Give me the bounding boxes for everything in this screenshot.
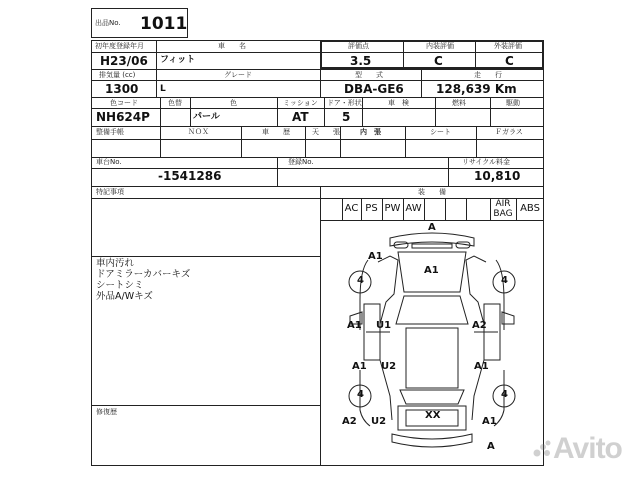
lot-number-value: 1011 (140, 14, 188, 34)
recycle-fee-value: 10,810 (474, 169, 521, 183)
tire-front-left: 4 (357, 275, 364, 286)
displacement-label: 排気量 (cc) (99, 71, 136, 79)
rule (424, 198, 425, 220)
note-line: シートシミ (96, 280, 144, 291)
rule (324, 97, 325, 126)
rule (435, 97, 436, 126)
exterior-grade-label: 外装評価 (494, 42, 522, 50)
note-line: 外品A/Wキズ (96, 291, 153, 302)
damage-rear-corner-right: A1 (482, 416, 497, 427)
transmission-label: ミッション (283, 99, 318, 107)
equipment-label: 装 備 (418, 188, 446, 196)
rule (490, 97, 491, 126)
exterior-grade-value: C (505, 54, 514, 68)
damage-door-rear-left: U2 (381, 361, 397, 372)
rule (160, 126, 161, 157)
rule (91, 256, 320, 257)
grade-value: L (160, 84, 166, 94)
equipment-ac: AC (344, 203, 359, 214)
damage-trunk: XX (425, 410, 441, 421)
watermark-logo (532, 438, 552, 458)
rule (91, 108, 544, 109)
damage-fender-right: A2 (472, 320, 487, 331)
score-value: 3.5 (350, 54, 372, 68)
equipment-airbag: AIR BAG (493, 199, 513, 219)
rule (362, 97, 363, 126)
fuel-label: 燃料 (452, 99, 466, 107)
tire-rear-left: 4 (357, 389, 364, 400)
rule (405, 126, 406, 157)
history-label: 車 歴 (262, 128, 290, 136)
mileage-label: 走 行 (474, 71, 502, 79)
note-line: ドアミラーカバーキズ (96, 269, 191, 280)
interior-grade-value: C (434, 54, 443, 68)
score-label: 評価点 (348, 42, 369, 50)
rule (277, 97, 278, 126)
color-code-value: NH624P (96, 110, 150, 124)
rule (421, 69, 422, 97)
damage-door-front-left: U1 (376, 320, 392, 331)
color-label: 色 (230, 99, 237, 107)
color-change-label: 色替 (168, 99, 182, 107)
rule (91, 80, 544, 81)
tire-front-right: 4 (501, 275, 508, 286)
rule (305, 126, 306, 157)
chassis-label: 車台No. (96, 158, 122, 166)
equipment-row (320, 198, 544, 220)
mileage-value: 128,639 Km (436, 82, 517, 96)
doors-value: 5 (342, 110, 351, 124)
drive-label: 駆動 (506, 99, 520, 107)
equipment-pw: PW (384, 203, 401, 214)
rule (91, 69, 544, 70)
rule (448, 157, 449, 186)
rule (277, 157, 278, 186)
damage-rear-quarter-left: U2 (371, 416, 387, 427)
watermark-text: Avito (553, 432, 622, 465)
rule (445, 198, 446, 220)
interior-grade-label: 内装評価 (426, 42, 454, 50)
car-name-value: フィット (160, 55, 196, 65)
car-name-label: 車 名 (218, 42, 246, 50)
note-line: 車内汚れ (96, 258, 135, 269)
nox-label: ＮＯＸ (188, 128, 209, 136)
lot-number-label: 出品No. (95, 19, 121, 27)
equipment-ps: PS (365, 203, 378, 214)
year-value: H23/06 (100, 54, 148, 68)
damage-hood: A1 (424, 265, 439, 276)
rule (91, 186, 544, 187)
rule (190, 97, 191, 126)
rule (340, 126, 341, 157)
color-value: パール (193, 112, 220, 122)
equipment-abs: ABS (520, 203, 540, 214)
displacement-value: 1300 (105, 82, 139, 96)
model-code-value: DBA-GE6 (344, 82, 404, 96)
glass-label: Ｆガラス (495, 128, 523, 136)
rule (241, 126, 242, 157)
interior-trim-label: 内 張 (360, 128, 381, 136)
headliner-label: 天 張 (312, 128, 340, 136)
damage-rear-bumper: A (487, 441, 495, 452)
damage-fender-left: A1 (347, 320, 362, 331)
damage-rear-left: A1 (352, 361, 367, 372)
doors-label: ドア・形状 (327, 99, 362, 107)
damage-front-bumper: A (428, 222, 436, 233)
rule (476, 126, 477, 157)
registration-label: 登録No. (288, 158, 314, 166)
rule (466, 198, 467, 220)
avito-dots-icon (532, 438, 552, 458)
color-code-label: 色コード (110, 99, 138, 107)
rule (91, 405, 320, 406)
recycle-fee-label: リサイクル料金 (462, 158, 511, 166)
inspection-label: 車 検 (388, 99, 409, 107)
repair-history-label: 修復歴 (96, 408, 117, 416)
equipment-aw: AW (405, 203, 422, 214)
notes-label: 特記事項 (96, 188, 124, 196)
rule (156, 40, 157, 97)
year-label: 初年度登録年月 (95, 42, 144, 50)
service-book-label: 整備手帳 (96, 128, 124, 136)
damage-rear-corner-left: A2 (342, 416, 357, 427)
model-code-label: 型 式 (355, 71, 383, 79)
damage-front-left: A1 (368, 251, 383, 262)
damage-rear-right: A1 (474, 361, 489, 372)
car-diagram (320, 220, 544, 466)
tire-rear-right: 4 (501, 389, 508, 400)
transmission-value: AT (292, 110, 309, 124)
grade-label: グレード (224, 71, 252, 79)
rule (91, 97, 544, 98)
chassis-value: -1541286 (158, 169, 222, 183)
seat-label: シート (430, 128, 451, 136)
rule (160, 97, 161, 126)
